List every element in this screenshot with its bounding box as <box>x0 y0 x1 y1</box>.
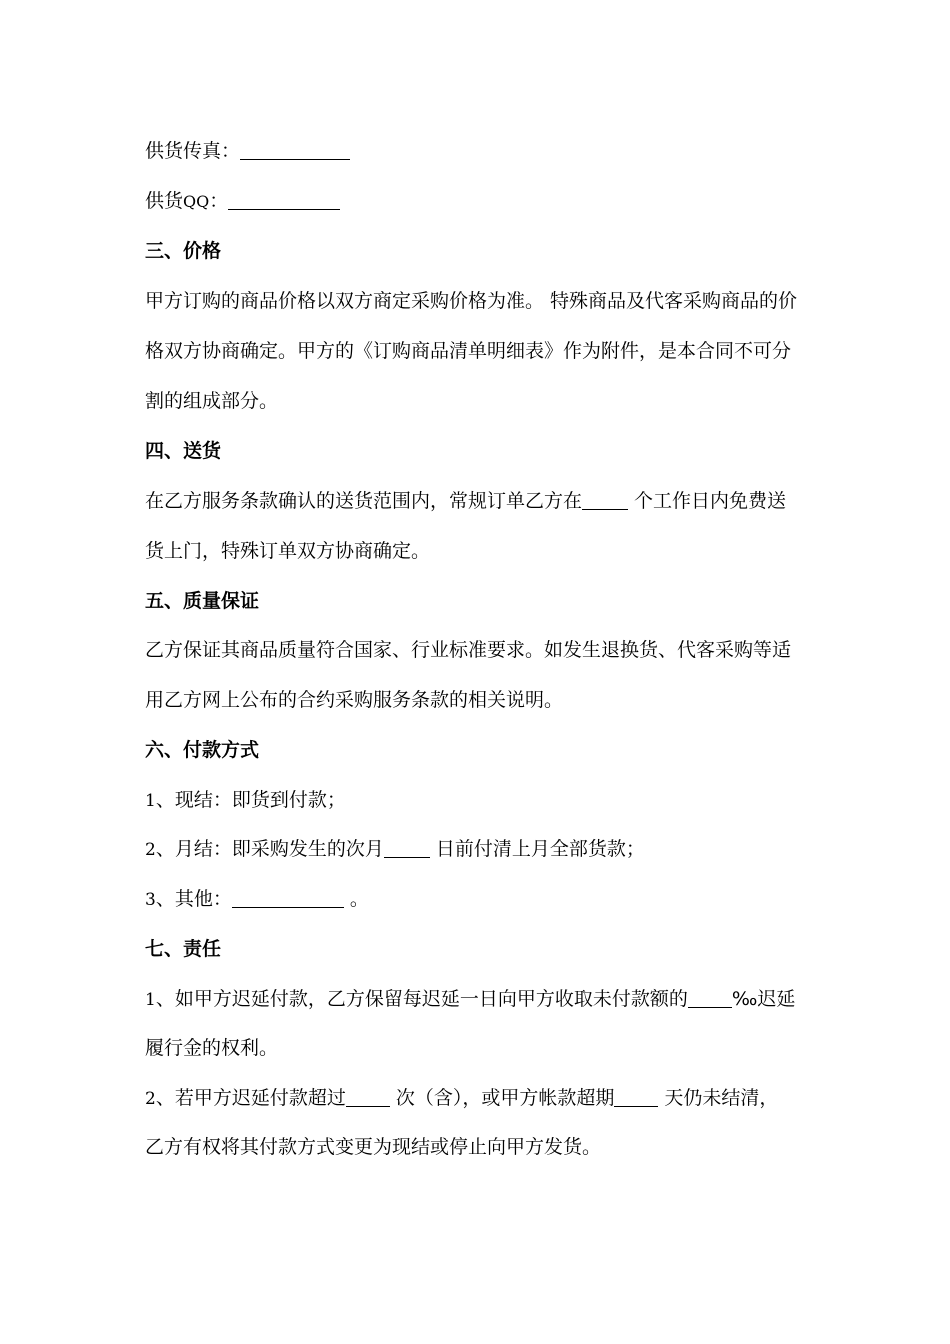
supplier-qq-line <box>145 188 815 215</box>
payment-item-2-text-a: 、月结：即采购发生的次月 <box>155 838 384 860</box>
supplier-qq-label-colon: ： <box>209 190 229 212</box>
section-heading-payment: 六、付款方式 <box>145 739 260 761</box>
section-quality-line-1: 乙方保证其商品质量符合国家、行业标准要求。如发生退换货、代客采购等适 <box>145 639 792 661</box>
section-delivery-line-1 <box>145 488 815 514</box>
section-heading-quality: 五、质量保证 <box>145 590 260 612</box>
section-heading-delivery: 四、送货 <box>145 440 222 462</box>
payment-other-blank <box>232 887 344 908</box>
liability-item-1-number: 1 <box>145 990 156 1010</box>
payment-item-1-number: 1 <box>145 791 156 811</box>
liability-item-2-line-2: 乙方有权将其付款方式变更为现结或停止向甲方发货。 <box>145 1136 602 1158</box>
section-price-line-2: 格双方协商确定。甲方的《订购商品清单明细表》作为附件，是本合同不可分 <box>145 340 792 362</box>
supplier-fax-line <box>145 138 815 164</box>
payment-item-2 <box>145 836 815 863</box>
section-delivery-text-a: 在乙方服务条款确认的送货范围内，常规订单乙方在 <box>145 490 583 512</box>
payment-item-1-text: 、现结：即货到付款； <box>155 789 346 811</box>
payment-item-3 <box>145 886 815 913</box>
delivery-days-blank <box>582 489 628 510</box>
liability-item-1-line-2: 履行金的权利。 <box>145 1037 279 1059</box>
section-delivery-line-2: 货上门，特殊订单双方协商确定。 <box>145 540 431 562</box>
overdue-days-blank <box>614 1086 658 1107</box>
liability-item-1-text-a: 、如甲方迟延付款，乙方保留每迟延一日向甲方收取未付款额的 <box>155 988 688 1010</box>
supplier-qq-blank <box>228 189 340 210</box>
payment-item-2-text-b: 日前付清上月全部货款； <box>429 838 645 860</box>
late-fee-rate-blank <box>688 987 732 1008</box>
liability-item-2-text-c: 天仍未结清， <box>658 1087 779 1109</box>
section-price-line-3: 割的组成部分。 <box>145 390 279 412</box>
supplier-fax-blank <box>240 139 350 160</box>
payment-item-3-text-b: 。 <box>343 888 369 910</box>
section-heading-liability: 七、责任 <box>145 938 222 960</box>
supplier-qq-label-prefix: 供货 <box>145 190 184 212</box>
payment-item-2-number: 2 <box>145 840 156 860</box>
liability-item-2 <box>145 1085 815 1112</box>
section-delivery-text-b: 个工作日内免费送 <box>628 490 787 512</box>
liability-item-1 <box>145 986 815 1013</box>
payment-item-1 <box>145 787 815 814</box>
liability-item-2-number: 2 <box>145 1089 156 1109</box>
supplier-fax-label: 供货传真： <box>145 140 241 162</box>
section-quality-line-2: 用乙方网上公布的合约采购服务条款的相关说明。 <box>145 689 564 711</box>
section-price-line-1: 甲方订购的商品价格以双方商定采购价格为准。 特殊商品及代客采购商品的价 <box>145 290 798 312</box>
liability-item-2-text-a: 、若甲方迟延付款超过 <box>155 1087 346 1109</box>
section-heading-price: 三、价格 <box>145 240 222 262</box>
liability-item-1-text-b: ‰迟延 <box>731 988 796 1010</box>
payment-item-3-text-a: 、其他： <box>155 888 232 910</box>
payment-item-3-number: 3 <box>145 890 156 910</box>
monthly-day-blank <box>384 837 430 858</box>
supplier-qq-label-qq: QQ <box>183 192 210 211</box>
late-times-blank <box>346 1086 390 1107</box>
liability-item-2-text-b: 次（含），或甲方帐款超期 <box>389 1087 615 1109</box>
